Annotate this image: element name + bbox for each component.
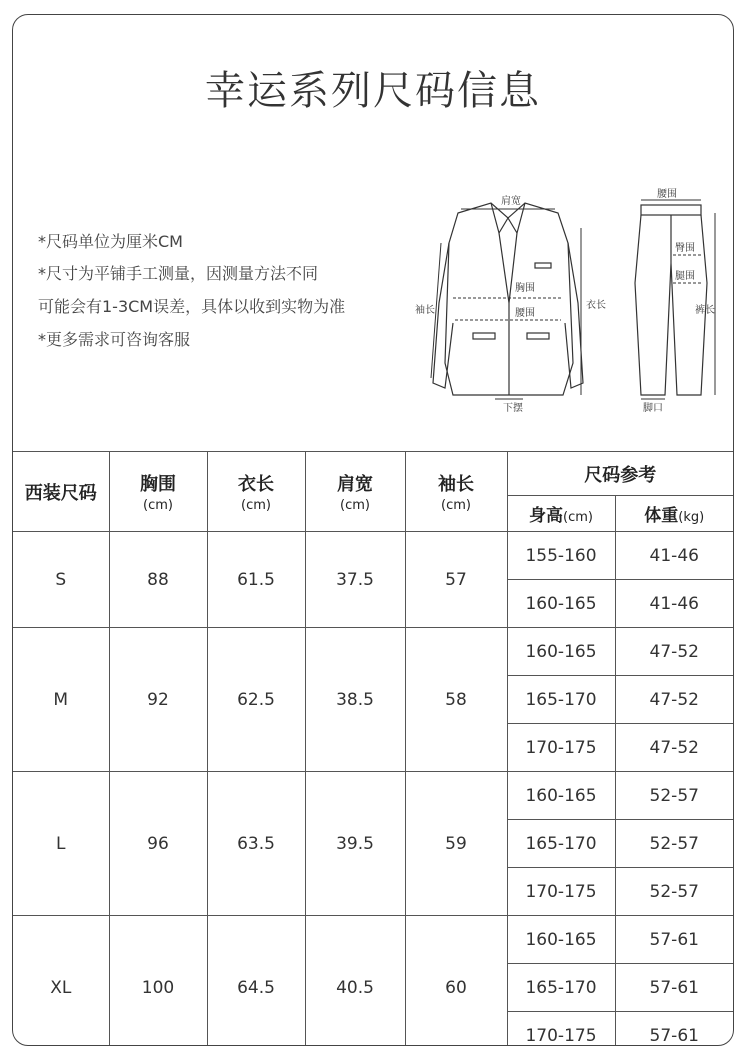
label-pants-waist: 腰围 (657, 189, 677, 200)
label-sleeve: 袖长 (415, 305, 435, 316)
cell-weight: 47-52 (615, 724, 733, 772)
cell-chest: 96 (109, 772, 207, 916)
cell-weight: 57-61 (615, 916, 733, 964)
label-waist: 腰围 (515, 308, 535, 319)
label-hip: 臀围 (675, 243, 695, 254)
cell-shoulder: 37.5 (305, 532, 405, 628)
note-unit: *尺码单位为厘米CM (38, 232, 183, 251)
cell-height: 160-165 (507, 580, 615, 628)
label-hem: 下摆 (503, 403, 523, 414)
cell-weight: 47-52 (615, 628, 733, 676)
header-size-reference: 尺码参考 (507, 452, 733, 496)
header-length: 衣长 (cm) (207, 452, 305, 532)
cell-size: XL (13, 916, 109, 1047)
cell-sleeve: 58 (405, 628, 507, 772)
cell-size: M (13, 628, 109, 772)
cell-height: 170-175 (507, 868, 615, 916)
cell-length: 62.5 (207, 628, 305, 772)
jacket-illustration (433, 203, 583, 395)
cell-weight: 57-61 (615, 1012, 733, 1047)
table-row (13, 772, 733, 820)
cell-weight: 41-46 (615, 532, 733, 580)
header-sleeve: 袖长 (cm) (405, 452, 507, 532)
cell-weight: 57-61 (615, 964, 733, 1012)
page-title: 幸运系列尺码信息 (205, 68, 541, 114)
table-row (13, 916, 733, 964)
cell-shoulder: 38.5 (305, 628, 405, 772)
header-chest: 胸围 (cm) (109, 452, 207, 532)
cell-sleeve: 59 (405, 772, 507, 916)
cell-height: 170-175 (507, 1012, 615, 1047)
cell-height: 165-170 (507, 964, 615, 1012)
measurement-diagram (403, 173, 723, 423)
size-chart-card (12, 14, 734, 1046)
cell-length: 61.5 (207, 532, 305, 628)
label-chest: 胸围 (515, 283, 535, 294)
cell-size: S (13, 532, 109, 628)
cell-weight: 41-46 (615, 580, 733, 628)
cell-height: 160-165 (507, 628, 615, 676)
cell-height: 165-170 (507, 676, 615, 724)
size-table (13, 451, 733, 1046)
cell-length: 64.5 (207, 916, 305, 1047)
cell-sleeve: 57 (405, 532, 507, 628)
label-shoulder: 肩宽 (501, 196, 521, 207)
cell-weight: 52-57 (615, 820, 733, 868)
table-body (13, 532, 733, 1047)
note-service: *更多需求可咨询客服 (38, 330, 191, 349)
cell-height: 170-175 (507, 724, 615, 772)
cell-size: L (13, 772, 109, 916)
table-row (13, 532, 733, 580)
table-header-row (13, 452, 733, 496)
cell-shoulder: 39.5 (305, 772, 405, 916)
cell-chest: 100 (109, 916, 207, 1047)
note-measure: *尺寸为平铺手工测量，因测量方法不同 (38, 264, 319, 283)
cell-length: 63.5 (207, 772, 305, 916)
header-weight: 体重(kg) (615, 496, 733, 532)
cell-weight: 52-57 (615, 772, 733, 820)
cell-height: 165-170 (507, 820, 615, 868)
label-thigh: 腿围 (675, 271, 695, 282)
cell-chest: 88 (109, 532, 207, 628)
note-tolerance: 可能会有1-3CM误差，具体以收到实物为准 (38, 297, 346, 316)
header-shoulder: 肩宽 (cm) (305, 452, 405, 532)
cell-height: 160-165 (507, 916, 615, 964)
pants-illustration (635, 205, 707, 395)
cell-height: 155-160 (507, 532, 615, 580)
label-ankle: 脚口 (643, 403, 663, 414)
header-size: 西装尺码 (13, 452, 109, 532)
cell-weight: 52-57 (615, 868, 733, 916)
cell-chest: 92 (109, 628, 207, 772)
cell-weight: 47-52 (615, 676, 733, 724)
header-height: 身高(cm) (507, 496, 615, 532)
cell-height: 160-165 (507, 772, 615, 820)
label-pants-length: 裤长 (695, 305, 715, 316)
table-row (13, 628, 733, 676)
cell-sleeve: 60 (405, 916, 507, 1047)
label-length: 衣长 (586, 300, 606, 311)
cell-shoulder: 40.5 (305, 916, 405, 1047)
